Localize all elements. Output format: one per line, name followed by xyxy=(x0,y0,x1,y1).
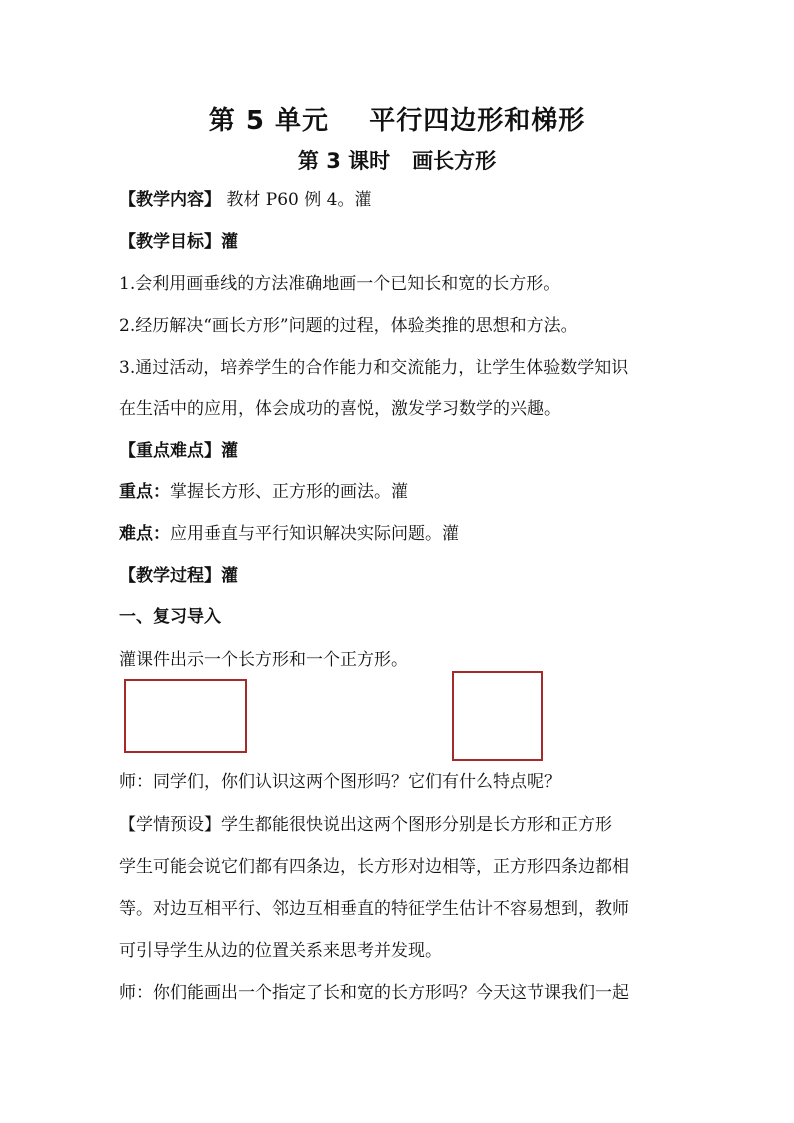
review-section-heading: 一、复习导入 xyxy=(119,607,221,627)
square-figure xyxy=(452,671,543,761)
teacher-last-line: 师：你们能画出一个指定了长和宽的长方形吗？今天这节课我们一起 xyxy=(119,983,629,1003)
key-point-text: 掌握长方形、正方形的画法。灌 xyxy=(170,482,408,502)
objective-item: 2.经历解决“画长方形”问题的过程，体验类推的思想和方法。 xyxy=(119,316,578,336)
teacher-question: 师：同学们，你们认识这两个图形吗？它们有什么特点呢？ xyxy=(119,772,561,792)
objective-item: 3.通过活动，培养学生的合作能力和交流能力，让学生体验数学知识 xyxy=(119,358,629,378)
process-heading: 【教学过程】灌 xyxy=(119,566,238,586)
preset-line: 等。对边互相平行、邻边互相垂直的特征学生估计不容易想到，教师 xyxy=(119,899,629,919)
teaching-content-line xyxy=(119,188,372,212)
teaching-content-label: 【教学内容】 xyxy=(119,190,221,210)
unit-title: 第 5 单元 平行四边形和梯形 xyxy=(208,106,586,136)
difficult-point-text: 应用垂直与平行知识解决实际问题。灌 xyxy=(170,524,459,544)
preset-line: 【学情预设】学生都能很快说出这两个图形分别是长方形和正方形 xyxy=(119,815,612,835)
teaching-content-text: 教材 P60 例 4。灌 xyxy=(221,190,372,210)
preset-line: 可引导学生从边的位置关系来思考并发现。 xyxy=(119,941,442,961)
objective-item: 在生活中的应用，体会成功的喜悦，激发学习数学的兴趣。 xyxy=(119,399,561,419)
objectives-heading: 【教学目标】灌 xyxy=(119,232,238,252)
key-point-line xyxy=(119,480,408,504)
rectangle-figure xyxy=(124,679,247,753)
lesson-title: 第 3 课时 画长方形 xyxy=(297,149,497,173)
difficult-point-label: 难点： xyxy=(119,524,170,544)
courseware-line: 灌课件出示一个长方形和一个正方形。 xyxy=(119,650,408,670)
key-point-label: 重点： xyxy=(119,482,170,502)
difficult-point-line xyxy=(119,522,459,546)
key-points-heading: 【重点难点】灌 xyxy=(119,441,238,461)
preset-line: 学生可能会说它们都有四条边，长方形对边相等，正方形四条边都相 xyxy=(119,857,629,877)
objective-item: 1.会利用画垂线的方法准确地画一个已知长和宽的长方形。 xyxy=(119,274,561,294)
